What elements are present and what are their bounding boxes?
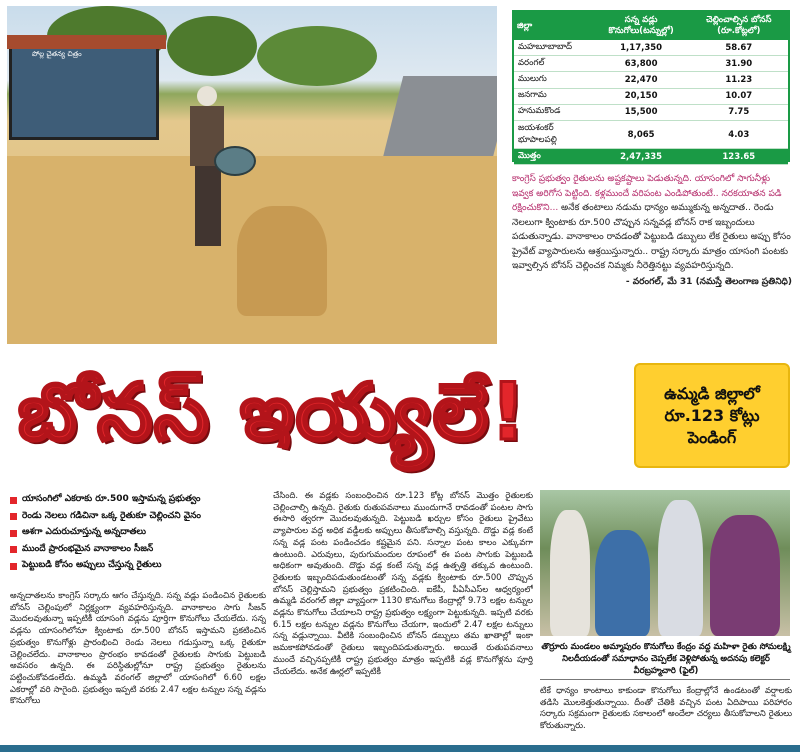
bonus-table — [512, 10, 790, 162]
bottom-bar — [0, 745, 800, 752]
person-figure — [710, 515, 780, 636]
cell-district: వరంగల్ — [514, 56, 593, 72]
header-bonus: చెల్లించాల్సిన బోనస్ (రూ.కోట్లలో) — [690, 12, 788, 40]
intro-lead: కాంగ్రెస్ ప్రభుత్వం రైతులను అష్టకష్టాలు పెడుతున్నది. యాసంగిలో సాగునీళ్లు ఇవ్వక అరిగోస పెట్టింది. కళ్లముందే వరిపంట ఎండిపోతుంటే.. నరకయాతన పడి రక్షించుకొని... — [512, 174, 782, 213]
list-item — [10, 542, 265, 559]
list-item — [10, 525, 265, 542]
photo-caption: తొర్రూరు మండలం అమ్మాపురం కొనుగోలు కేంద్రం వద్ద మహిళా రైతు సోమలక్ష్మి నిలదీయడంతో సమాధానం చెప్పలేక వెళ్లిపోతున్న అదనపు కలెక్టర్ వీరబ్రహ్మచారి (ఫైల్) — [541, 641, 791, 675]
list-item — [10, 492, 265, 509]
shelter-roof — [7, 35, 166, 49]
bus-shelter — [9, 44, 159, 140]
intro-body: అనేక తంటాలు నడుమ ధాన్యం అమ్ముకున్న అన్నదాత.. రెండు నెలలుగా క్వింటాకు రూ.500 చొప్పున సన్నవడ్ల బోనస్ రాక ఇబ్బందులు పడుతున్నాడు. వానాకాలం రావడంతో పెట్టుబడి డబ్బులు లేక రైతులు అప్పు కోసం ప్రైవేట్ వ్యాపారులను ఆశ్రయిస్తున్నారు.. రాష్ట్ర సర్కారు మాత్రం యాసంగి పంటకు ఇవ్వాల్సిన బోనస్ చెల్లించక నిమ్మకు నీరెత్తినట్టు వ్యవహరిస్తున్నది. — [512, 203, 791, 271]
person-figure — [658, 500, 703, 636]
basket — [214, 146, 256, 176]
table-total-row — [514, 149, 788, 165]
bullet-text: రెండు నెలలు గడిచినా ఒక్క రైతుకూ చెల్లించని వైనం — [22, 510, 201, 521]
article-column-1: అన్నదాతలను కాంగ్రెస్ సర్కారు ఆగం చేస్తున్నది. సన్న వడ్లు పండించిన రైతులకు బోనస్ చెల్లింపులో నిర్లక్ష్యంగా వ్యవహరిస్తున్నది. వానాకాలం సాగు సీజన్ మొదలవుతున్నా ఇప్పటికీ యాసంగి వడ్లను పూర్తిగా కొనుగోలు చేయలేదు. సన్న వడ్లను యాసంగిలోనూ క్వింటాకు రూ.500 బోనస్ ఇస్తామని ప్రకటించిన ప్రభుత్వం కొనుగోళ్లు ప్రారంభించి రెండు నెలలు గడుస్తున్నా ఒక్క రైతుకూ చెల్లించలేదు. వానాకాలం ప్రారంభం కావడంతో రైతులకు సాగుకు పెట్టుబడి అవసరం ఉన్నది. ఈ పరిస్థితుల్లోనూ రాష్ట్ర ప్రభుత్వం రైతులను పట్టించుకోవడంలేదు. ఉమ్మడి వరంగల్ జిల్లాలో యాసంగిలో 6.60 లక్షల ఎకరాల్లో వరి సాగైంది. ప్రభుత్వం ఇప్పటి వరకు 2.47 లక్షల టన్నుల సన్న వడ్లను కొనుగోలు — [10, 590, 266, 706]
person-figure — [550, 510, 590, 636]
bullet-square-icon — [10, 513, 17, 520]
list-item — [10, 509, 265, 526]
cell-district: హనుమకొండ — [514, 104, 593, 120]
tree — [167, 16, 257, 76]
side-box-line3: పెండింగ్ — [687, 427, 737, 447]
cell-district: మహబూబాబాద్ — [514, 40, 593, 56]
cell-quantity: 22,470 — [593, 72, 690, 88]
cell-quantity: 20,150 — [593, 88, 690, 104]
list-item — [10, 558, 265, 575]
bullet-square-icon — [10, 497, 17, 504]
total-quantity: 2,47,335 — [593, 149, 690, 165]
article-column-3: టికే ధాన్యం కాంటాలు కాకుండా కొనుగోలు కేంద్రాల్లోనే ఉండటంతో వర్షాలకు తడిసి మొలకెత్తుతున్నాయి. దీంతో చేతికి వచ్చిన పంట ఏదిపాయి పరిహారం సర్కారు సక్రమంగా రైతులకు సకాలంలో అందేలా చర్యలు తీసుకోవాలని రైతులు కోరుతున్నారు. — [540, 685, 792, 731]
bullet-text: యాసంగిలో ఎకరాకు రూ.500 ఇస్తామన్న ప్రభుత్వం — [22, 494, 201, 505]
table-row — [514, 40, 788, 56]
cell-district: ములుగు — [514, 72, 593, 88]
total-bonus: 123.65 — [690, 149, 788, 165]
table-row — [514, 56, 788, 72]
cell-bonus: 4.03 — [690, 120, 788, 148]
side-box-line1: ఉమ్మడి జిల్లాలో — [664, 383, 760, 403]
cell-quantity: 63,800 — [593, 56, 690, 72]
headline: బోనస్ ఇయ్యలే! — [18, 368, 528, 458]
farmer-legs — [195, 166, 221, 246]
cell-quantity: 15,500 — [593, 104, 690, 120]
cell-bonus: 10.07 — [690, 88, 788, 104]
article-column-2: చేసింది. ఈ వడ్లకు సంబంధించిన రూ.123 కోట్ల బోనస్ మొత్తం రైతులకు చెల్లించాల్సి ఉన్నది. రైతుకు రుతుపవనాలు ముందుగానే రావడంతో పంటల సాగు ఈసారి త్వరగా మొదలవుతున్నది. పెట్టుబడి ఖర్చుల కోసం రైతులు ప్రైవేటు వ్యాపారుల వద్ద అధిక వడ్డీలకు అప్పులు తీసుకోవాల్సి వస్తున్నది. దొడ్డు వడ్ల కంటే సన్న వడ్ల పంట పండించడం కష్టమైన పని. సన్నాల పంట కాలం ఎక్కువగా ఉంటుంది. ఎరువులు, పురుగుమందుల రూపంలో ఈ పంట సాగుకు పెట్టుబడి అధికంగా అవుతుంది. దొడ్డు వడ్ల కంటే సన్న వడ్ల ఉత్పత్తి తక్కువ ఉంటుంది. రైతులకు ఇబ్బందిపడుతుండటంతో సన్న వడ్లకు క్వింటాకు రూ.500 చొప్పున బోనస్ చెల్లిస్తామని ప్రభుత్వం ప్రకటించింది. ఐకేపీ, పీఏసీఎస్‌ల ఆధ్వర్యంలో ఉమ్మడి వరంగల్ జిల్లా వ్యాప్తంగా 1130 కొనుగోలు కేంద్రాల్లో 9.73 లక్షల టన్నుల వడ్లను కొనుగోలు చేయాలని రాష్ట్ర ప్రభుత్వం లక్ష్యంగా పెట్టుకున్నది. ఇప్పటి వరకు 6.15 లక్షల టన్నుల వడ్లను కొనుగోలు చేయగా, ఇందులో 2.47 లక్షల టన్నులు సన్న వడ్లున్నాయి. వీటికి సంబంధించిన బోనస్ డబ్బులు తమ ఖాతాల్లో ఇంకా జమకాకపోవడంతో రైతులు ఇబ్బందిపడుతున్నారు. అయితే రుతుపవనాలు ముందే వచ్చినప్పటికీ రాష్ట్ర ప్రభుత్వం మాత్రం ఇప్పటికీ వడ్ల కొనుగోళ్లను పూర్తి చేయలేదు. అనేక ఊర్లలో ఇప్పటికీ — [273, 490, 533, 676]
farmer-drying-grain-photo — [7, 6, 497, 344]
tree — [257, 26, 377, 86]
cell-bonus: 58.67 — [690, 40, 788, 56]
cell-quantity: 8,065 — [593, 120, 690, 148]
cell-bonus: 7.75 — [690, 104, 788, 120]
side-box-line2: రూ.123 కోట్లు — [664, 405, 760, 425]
divider — [540, 679, 790, 680]
cell-bonus: 31.90 — [690, 56, 788, 72]
cell-bonus: 11.23 — [690, 72, 788, 88]
bullet-text: పెట్టుబడి కోసం అప్పులు చేస్తున్న రైతులు — [22, 560, 162, 571]
total-label: మొత్తం — [514, 149, 593, 165]
farmer-head — [197, 86, 217, 106]
cell-quantity: 1,17,350 — [593, 40, 690, 56]
cell-district: జయశంకర్ భూపాలపల్లి — [514, 120, 593, 148]
highlight-bullets — [10, 492, 265, 575]
bullet-square-icon — [10, 563, 17, 570]
byline: - వరంగల్, మే 31 (నమస్తే తెలంగాణ ప్రతినిధి) — [625, 276, 792, 287]
shelter-sign: పోల్ల చైతన్య చిత్రం — [32, 50, 82, 58]
bullet-text: ముందే ప్రారంభమైన వానాకాలం సీజన్ — [22, 543, 154, 554]
header-quantity: సన్న వడ్లు కొనుగోలు(టన్నుల్లో) — [593, 12, 690, 40]
table-row — [514, 72, 788, 88]
table-row — [514, 88, 788, 104]
bullet-square-icon — [10, 546, 17, 553]
pending-amount-box — [634, 363, 790, 468]
intro-paragraph — [512, 172, 792, 289]
bullet-text: ఆశగా ఎదురుచూస్తున్న అన్నదాతలు — [22, 527, 147, 538]
bullet-square-icon — [10, 530, 17, 537]
grain-pile — [237, 206, 327, 316]
person-figure — [595, 530, 650, 636]
cell-district: జనగామ — [514, 88, 593, 104]
header-district: జిల్లా — [514, 12, 593, 40]
table-row — [514, 104, 788, 120]
table-row — [514, 120, 788, 148]
officials-photo — [540, 490, 790, 636]
